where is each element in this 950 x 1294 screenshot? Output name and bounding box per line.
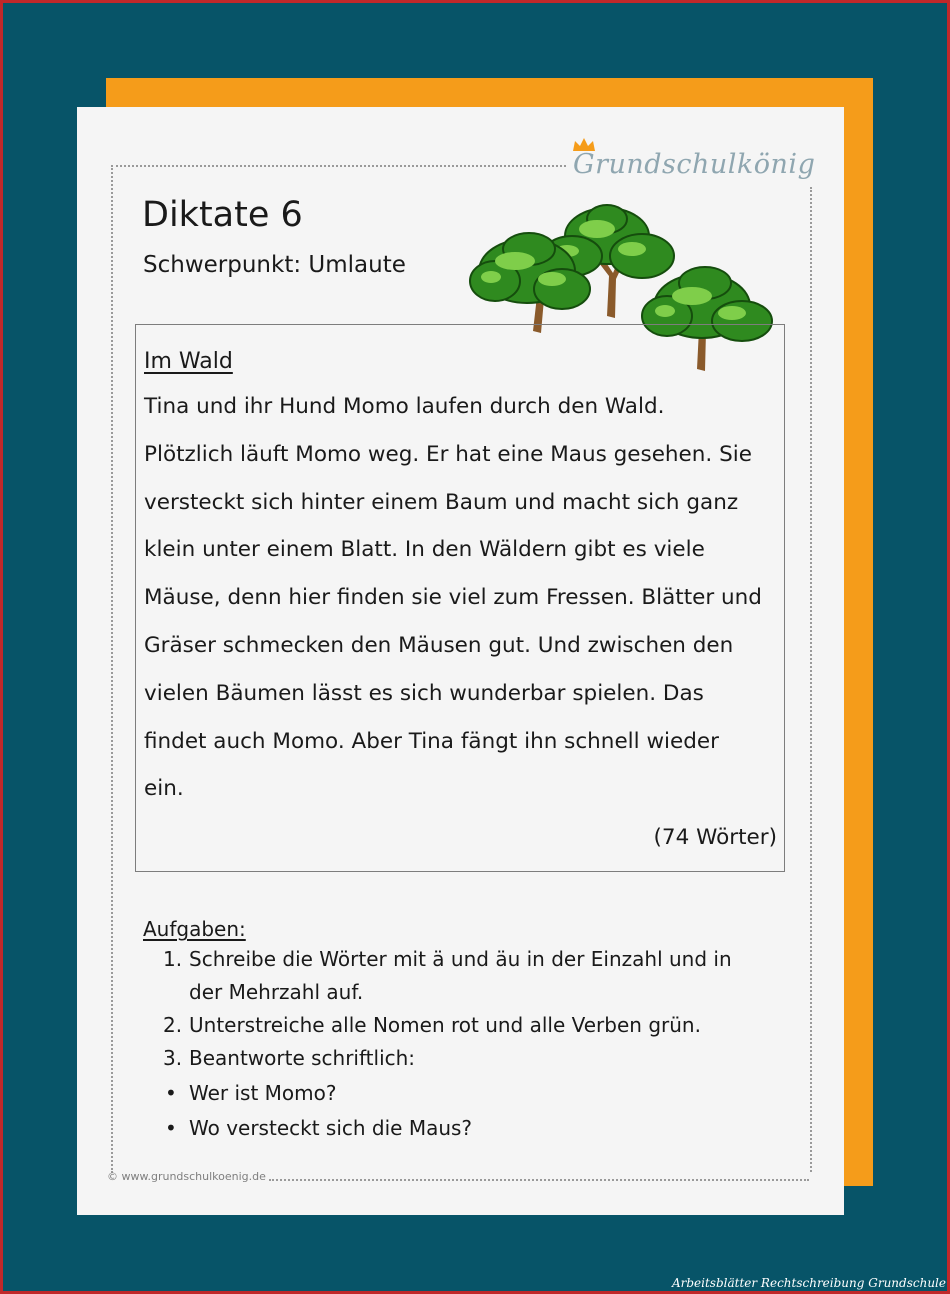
worksheet-paper bbox=[77, 107, 844, 1215]
task-text: Schreibe die Wörter mit ä und äu in der Einzahl und in bbox=[189, 947, 732, 971]
bullet-icon: • bbox=[165, 1081, 177, 1105]
story-line: Mäuse, denn hier finden sie viel zum Fressen. Blätter und bbox=[144, 585, 762, 611]
question-item bbox=[165, 1081, 337, 1105]
dotted-border-bottom bbox=[269, 1179, 809, 1181]
question-text: Wer ist Momo? bbox=[189, 1081, 337, 1105]
task-item bbox=[163, 1046, 415, 1070]
footer-url: © www.grundschulkoenig.de bbox=[107, 1170, 266, 1183]
task-number: 2. bbox=[163, 1013, 183, 1037]
tasks-title: Aufgaben: bbox=[143, 917, 246, 941]
story-line: klein unter einem Blatt. In den Wäldern gibt es viele bbox=[144, 537, 705, 563]
story-title: Im Wald bbox=[144, 349, 233, 374]
story-line: Plötzlich läuft Momo weg. Er hat eine Maus gesehen. Sie bbox=[144, 441, 752, 467]
question-text: Wo versteckt sich die Maus? bbox=[189, 1116, 473, 1140]
dictation-text-box bbox=[135, 324, 785, 872]
word-count: (74 Wörter) bbox=[653, 825, 777, 850]
bullet-icon: • bbox=[165, 1116, 177, 1140]
story-line: versteckt sich hinter einem Baum und macht sich ganz bbox=[144, 489, 739, 515]
story-line: Gräser schmecken den Mäusen gut. Und zwischen den bbox=[144, 632, 734, 658]
question-item bbox=[165, 1116, 472, 1140]
story-line: ein. bbox=[144, 776, 184, 802]
story-line: Tina und ihr Hund Momo laufen durch den Wald. bbox=[144, 394, 665, 419]
dotted-border-top bbox=[111, 165, 566, 167]
story-line: vielen Bäumen lässt es sich wunderbar spielen. Das bbox=[144, 680, 704, 706]
image-caption: Arbeitsblätter Rechtschreibung Grundschule bbox=[671, 1276, 946, 1290]
dotted-border-right bbox=[810, 187, 812, 1172]
task-text: Beantworte schriftlich: bbox=[189, 1046, 416, 1070]
task-item bbox=[163, 947, 732, 971]
task-number: 3. bbox=[163, 1046, 183, 1070]
task-text: der Mehrzahl auf. bbox=[189, 980, 364, 1004]
task-item-continuation bbox=[163, 980, 363, 1004]
story-line: findet auch Momo. Aber Tina fängt ihn schnell wieder bbox=[144, 728, 719, 754]
worksheet-title: Diktate 6 bbox=[142, 195, 303, 235]
story-text bbox=[144, 395, 780, 825]
task-text: Unterstreiche alle Nomen rot und alle Verben grün. bbox=[189, 1013, 701, 1037]
brand-name: Grundschulkönig bbox=[573, 149, 816, 180]
worksheet-subtitle: Schwerpunkt: Umlaute bbox=[143, 252, 406, 278]
task-item bbox=[163, 1013, 701, 1037]
task-number: 1. bbox=[163, 947, 183, 971]
dotted-border-left bbox=[111, 165, 113, 1173]
brand-logo bbox=[571, 141, 821, 191]
